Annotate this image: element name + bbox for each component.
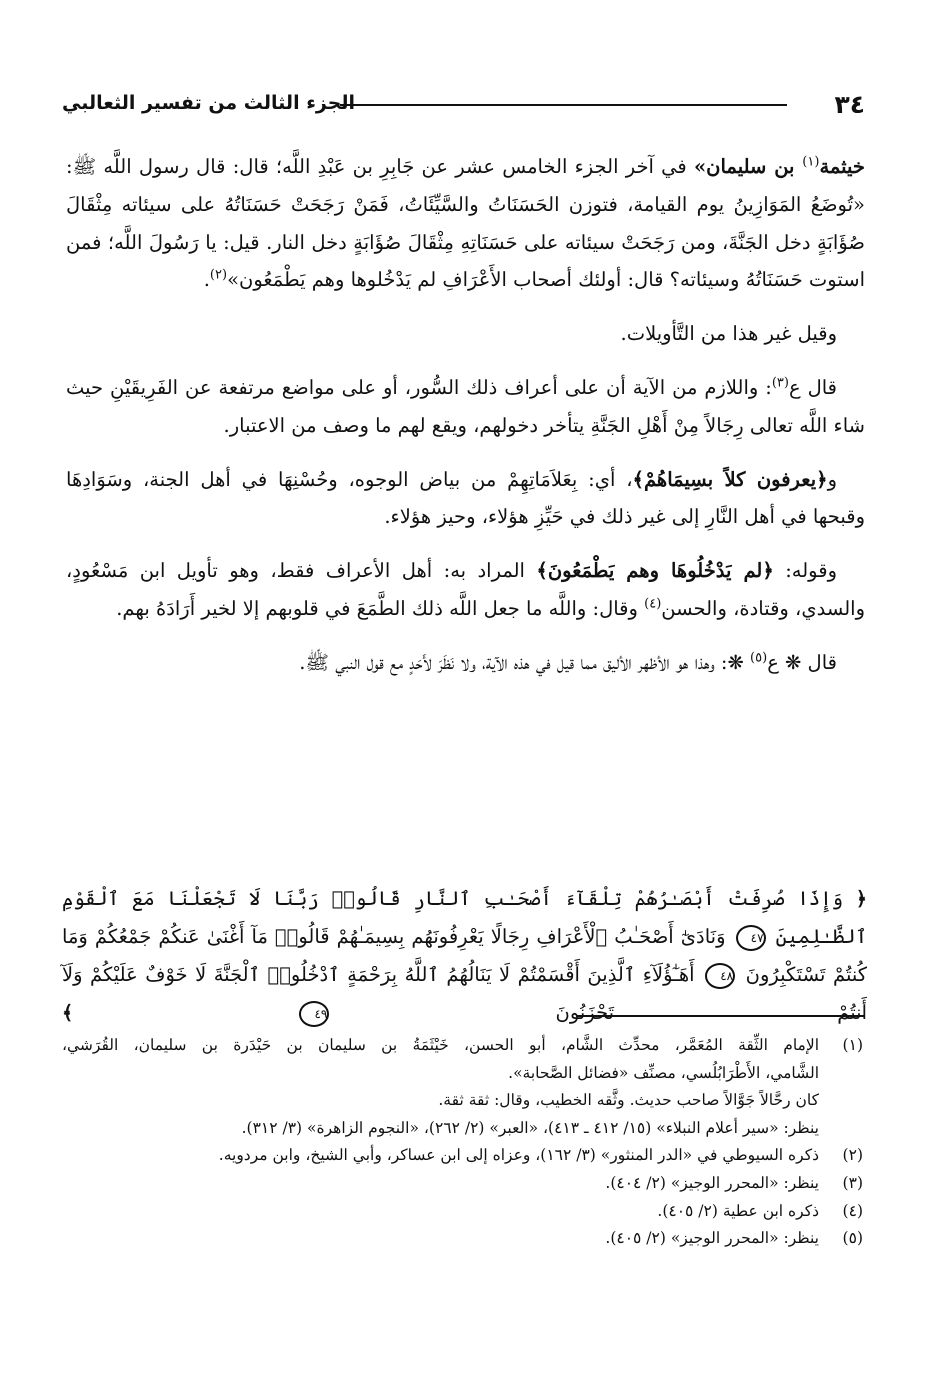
footnote-line: ذكره ابن عطية (٢/ ٤٠٥). [657,1201,819,1220]
footnote-text [62,1170,819,1198]
quran-quote: ﴿لم يَدْخُلُوهَا وهم يَطْمَعُونَ﴾ [536,559,774,583]
verse-close-bracket: ﴾ [62,1002,74,1024]
footnote-line: كان رحَّالاً جَوَّالاً صاحب حديث. وثَّقه الخطيب، وقال: ثقة ثقة. [438,1091,819,1110]
footnote-item [62,1032,863,1142]
footnote-ref: (٤) [644,596,662,612]
footnote-text [62,1032,819,1142]
footnote-line: ينظر: «المحرر الوجيز» (٢/ ٤٠٤). [605,1173,819,1192]
paragraph-lead: قال ❋ ع [767,650,837,674]
footnote-ref: (٣) [771,375,789,391]
footnote-text [62,1142,819,1170]
verse-48-text: وَنَادَىٰٓ أَصْحَـٰبُ ٱلْأَعْرَافِ رِجَالًا يَعْرِفُونَهُم بِسِيمَـٰهُمْ قَالُوا۟ مَآ أَغْنَىٰ عَنكُمْ جَمْعُكُمْ وَمَا كُنتُمْ تَسْتَكْبِرُونَ [62,925,868,986]
footnote-line: ينظر: «المحرر الوجيز» (٢/ ٤٠٥). [605,1229,819,1248]
verse-number-47: ٤٧ [736,925,766,951]
narrator-name: خيثمة [819,155,865,178]
footnote-number: (٤) [842,1201,863,1220]
paragraph [66,148,865,299]
footnote-number: (٢) [842,1146,863,1165]
paragraph-text-cont: وقال: واللَّه ما جعل اللَّه ذلك الطَّمَعَ في قلوبهم إلا لخير أَرَادَهُ بهم. [116,596,645,620]
footnote-item [62,1170,863,1198]
footnote-line: الشَّامي، الأَطْرَابُلُسي، مصنِّف «فضائل الصَّحابة». [508,1063,819,1082]
footnote-ref: (٥) [750,650,768,666]
quran-quote: ﴿يعرفون كلاً بسِيمَاهُمْ﴾ [632,467,828,491]
footnote-ref: (٢) [209,267,228,283]
verse-49-text: أَهَـٰٓؤُلَآءِ ٱلَّذِينَ أَقْسَمْتُمْ لَا يَنَالُهُمُ ٱللَّهُ بِرَحْمَةٍ ٱدْخُلُوا۟ ٱلْجَنَّةَ لَا خَوْفٌ عَلَيْكُمْ وَلَآ أَنتُمْ تَحْزَنُونَ [62,963,867,1024]
paragraph [66,644,865,682]
footnote-ref: (١) [802,154,820,170]
verse-number-49: ٤٩ [299,1001,329,1027]
narrator-name-rest: بن سليمان» [693,155,803,178]
footnote-number: (١) [842,1036,863,1054]
running-header [62,88,865,120]
paragraph [66,315,865,353]
paragraph-text: ❋: وهذا هو الأظهر الأليق مما قيل في هذه الآية، ولا نَظَرَ لأَحَدٍ مع قول النبي ﷺ. [299,650,751,674]
footnote-text [62,1225,819,1253]
quran-verses [62,880,867,1032]
paragraph-lead: و [827,467,837,491]
footnote-rule [577,1015,865,1017]
paragraph [66,461,865,537]
footnotes [62,1032,863,1253]
footnote-item [62,1142,863,1170]
header-rule [340,104,787,106]
verse-47-text: وَإِذَا صُرِفَتْ أَبْصَـٰرُهُمْ تِلْقَآءَ أَصْحَـٰبِ ٱلنَّارِ قَالُوا۟ رَبَّنَا لَا تَجْعَلْنَا مَعَ ٱلْقَوْمِ ٱلظَّـٰلِمِينَ [62,887,868,948]
footnote-item [62,1198,863,1226]
paragraph-text: وقيل غير هذا من التَّأويلات. [620,322,837,346]
footnote-line: ذكره السيوطي في «الدر المنثور» (٣/ ١٦٢)، وعزاه إلى ابن عساكر، وأبي الشيخ، وابن مردويه. [218,1146,819,1165]
paragraph-text: المراد به: أهل الأعراف فقط، وهو تأويل ابن مَسْعُودٍ، والسدي، وقتادة، والحسن [66,559,865,620]
paragraph-lead: قال ع [788,375,838,399]
paragraph-text: ، أي: بِعَلاَمَاتِهِمْ من بياض الوجوه، وحُسْنِهَا في أهل الجنة، وسَوَادِهَا وقبحها في أهل النَّارِ إلى غير ذلك في حَيِّزِ هؤلاء، وحيز هؤلاء. [66,467,865,529]
paragraph-text: : واللازم من الآية أن على أعراف ذلك السُّور، أو على مواضع مرتفعة عن الفَرِيقَيْنِ حيث شاء اللَّه تعالى رِجَالاً مِنْ أَهْلِ الجَنَّةِ يتأخر دخولهم، ويقع لهم ما وصف من الاعتبار. [66,375,865,437]
footnote-number: (٣) [842,1173,863,1192]
punctuation: . [203,268,210,292]
footnote-line: الإمام الثِّقة المُعَمَّر، محدِّث الشَّام، أبو الحسن، خَيْثَمَةُ بن سليمان بن حَيْدَرة بن سليمان، القُرَشي، [62,1036,819,1054]
footnote-line: ينظر: «سير أعلام النبلاء» (١٥/ ٤١٢ ـ ٤١٣)، «العبر» (٢/ ٢٦٢)، «النجوم الزاهرة» (٣/ ٣١٢). [241,1118,819,1137]
verse-open-bracket: ﴿ [855,888,867,910]
paragraph-lead: وقوله: [773,559,837,583]
running-title: الجزء الثالث من تفسير الثعالبي [62,92,356,114]
paragraph [66,552,865,628]
footnote-item [62,1225,863,1253]
page-number: ٣٤ [834,90,865,119]
paragraph [66,369,865,445]
paragraph-text: في آخر الجزء الخامس عشر عن جَابِرِ بن عَبْدِ اللَّه؛ قال: قال رسول اللَّه ﷺ: «تُوضَعُ المَوَازِينُ يوم القيامة، فتوزن الحَسَنَاتُ والسَّيِّئَاتُ، فَمَنْ رَجَحَتْ حَسَنَاتُهُ على سيئاته مِثْقَالَ صُؤَابَةٍ دخل الجَنَّةَ، ومن رَجَحَتْ سيئاته على حَسَنَاتِهِ مِثْقَالَ صُؤَابَةٍ دخل النار. قيل: يا رَسُولَ اللَّه؛ فمن استوت حَسَنَاتُهُ وسيئاته؟ قال: أولئك أصحاب الأَعْرَافِ لم يَدْخُلوها وهم يَطْمَعُون» [66,155,865,292]
footnote-text [62,1198,819,1226]
verse-number-48: ٤٨ [705,963,735,989]
footnote-number: (٥) [842,1229,863,1248]
main-text [66,148,865,698]
